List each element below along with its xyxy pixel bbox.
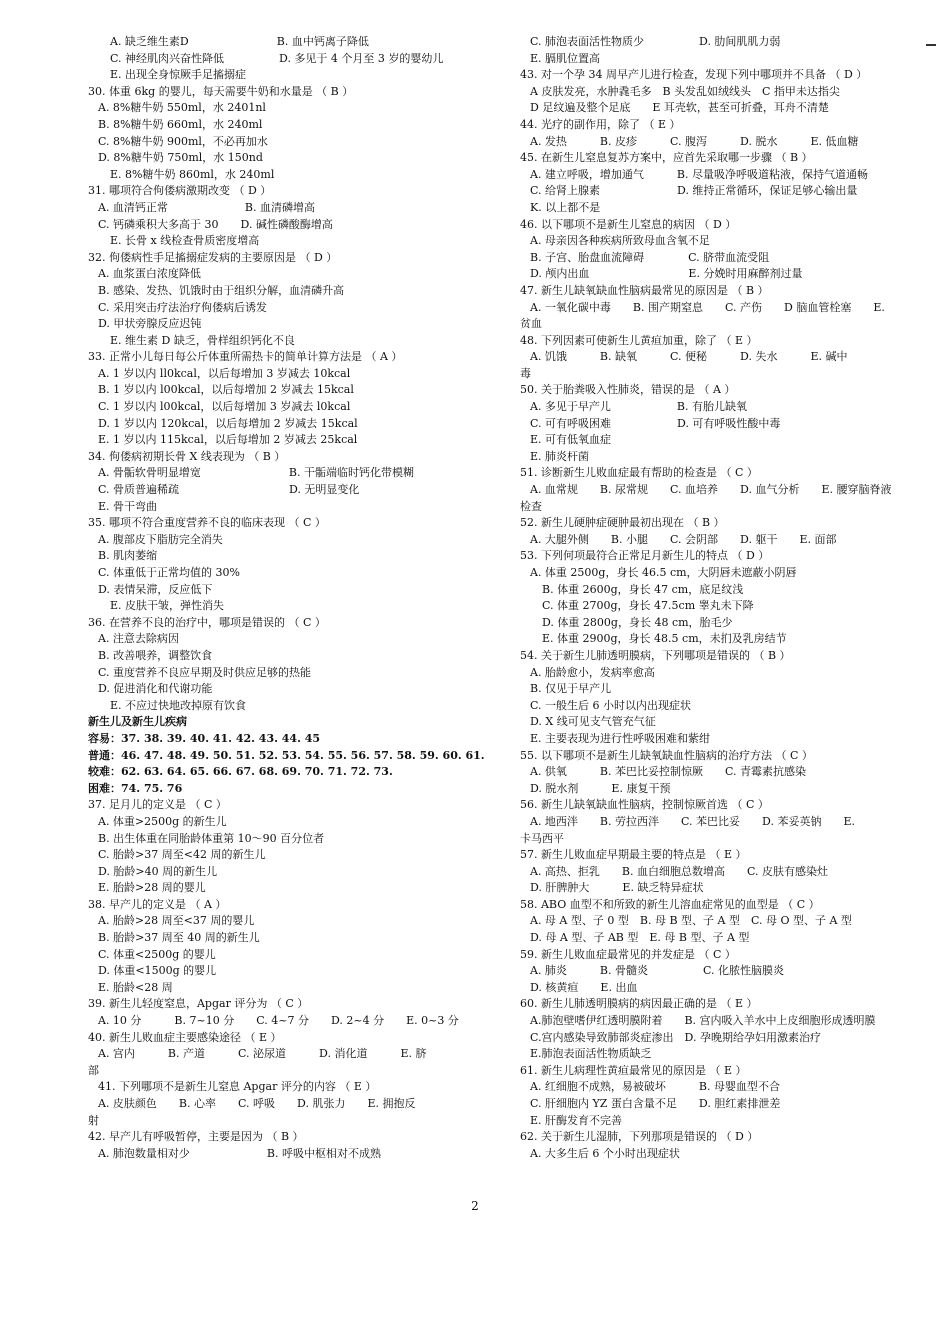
question-line: 59. 新生儿败血症最常见的并发症是 （ C ） [520,947,736,961]
option-line: A.肺泡壁嗜伊红透明膜附着 B. 宫内吸入羊水中上皮细胞形成透明膜 [530,1014,876,1028]
option-line: A. 血浆蛋白浓度降低 [98,267,201,281]
question-line: 48. 下列因素可使新生儿黄疸加重，除了 （ E ） [520,333,758,347]
option-line: A. 体重 2500g，身长 46.5 cm，大阴唇未遮蔽小阴唇 [530,566,797,579]
option-line: A. 红细胞不成熟，易被破坏 B. 母婴血型不合 [530,1080,781,1094]
option-line: A. 骨骺软骨明显增宽 B. 干骺端临时钙化带模糊 [98,466,415,480]
option-line: B. 肌肉萎缩 [98,549,158,563]
option-line: E. 1 岁以内 115kcal，以后每增加 2 岁减去 25kcal [98,433,358,447]
question-line: 射 [88,1113,99,1127]
option-line: A. 大多生后 6 个小时出现症状 [530,1146,680,1160]
question-line: 35. 哪项不符合重度营养不良的临床表现 （ C ） [88,516,326,530]
option-line: A. 发热 B. 皮疹 C. 腹泻 D. 脱水 E. 低血糖 [530,134,859,148]
option-line: D. 胎龄>40 周的新生儿 [98,864,218,878]
question-line: 卡马西平 [520,831,564,845]
question-line: 40. 新生儿败血症主要感染途径 （ E ） [88,1030,282,1044]
option-line: D 足纹遍及整个足底 E 耳壳软，甚至可折叠，耳舟不清楚 [530,101,829,115]
option-line: A. 宫内 B. 产道 C. 泌尿道 D. 消化道 E. 脐 [98,1047,427,1061]
option-line: C. 体重低于正常均值的 30% [98,566,240,579]
option-line: A. 体重>2500g 的新生儿 [98,814,227,828]
option-line: A. 肺炎 B. 骨髓炎 C. 化脓性脑膜炎 [530,964,785,978]
scan-mark [926,44,936,46]
option-line: A. 母亲因各种疾病所致母血含氧不足 [530,234,710,248]
option-line: D. 颅内出血 E. 分娩时用麻醉剂过量 [530,267,803,281]
section-heading: 较难：62. 63. 64. 65. 66. 67. 68. 69. 70. 71. 72. 73. [88,765,393,779]
option-line: E. 胎龄<28 周 [98,980,173,994]
option-line: A. 胎龄愈小，发病率愈高 [530,665,655,679]
question-line: 31. 哪项符合佝偻病激期改变 （ D ） [88,184,272,198]
question-line: 33. 正常小儿每日每公斤体重所需热卡的简单计算方法是 （ A ） [88,350,403,364]
option-line: A. 建立呼吸，增加通气 B. 尽量吸净呼吸道粘液，保持气道通畅 [530,167,869,181]
option-line: A. 缺乏维生素D B. 血中钙离子降低 [110,35,369,48]
option-line: E. 骨干弯曲 [98,499,158,513]
right-column [520,34,925,1162]
option-line: A. 10 分 B. 7~10 分 C. 4~7 分 D. 2~4 分 E. 0~3 分 [98,1014,459,1028]
option-line: A. 饥饿 B. 缺氧 C. 便秘 D. 失水 E. 碱中 [530,350,848,364]
option-line: A. 肺泡数量相对少 B. 呼吸中枢相对不成熟 [98,1146,382,1160]
option-line: A. 地西泮 B. 劳拉西泮 C. 苯巴比妥 D. 苯妥英钠 E. [530,814,855,828]
option-line: A. 供氧 B. 苯巴比妥控制惊厥 C. 青霉素抗感染 [530,765,807,779]
option-line: C. 肺泡表面活性物质少 D. 肋间肌肌力弱 [530,35,781,48]
page-number: 2 [471,1199,479,1213]
question-line: 36. 在营养不良的治疗中，哪项是错误的 （ C ） [88,615,326,629]
option-line: E. 皮肤干皱，弹性消失 [110,599,225,613]
option-line: A. 一氧化碳中毒 B. 围产期窒息 C. 产伤 D 脑血管栓塞 E. [530,300,885,314]
option-line: C. 胎龄>37 周至<42 周的新生儿 [98,848,266,862]
question-line: 51. 诊断新生儿败血症最有帮助的检查是 （ C ） [520,466,758,480]
question-line: 毒 [520,366,531,380]
option-line: C. 体重 2700g，身长 47.5cm 睾丸未下降 [542,599,754,613]
option-line: D. 8%糖牛奶 750ml，水 150nd [98,151,263,165]
option-line: D. 促进消化和代谢功能 [98,682,213,696]
question-line: 贫血 [520,317,542,331]
question-line: 61. 新生儿病理性黄疸最常见的原因是 （ E ） [520,1063,747,1077]
option-line: E. 8%糖牛奶 860ml，水 240ml [110,167,275,181]
option-line: E. 不应过快地改掉原有饮食 [110,698,247,712]
question-line: 34. 佝偻病初期长骨 X 线表现为 （ B ） [88,449,286,463]
option-line: B. 体重 2600g，身长 47 cm，底足纹浅 [542,582,744,596]
option-line: E. 膈肌位置高 [530,51,601,65]
option-line: C. 体重<2500g 的婴儿 [98,947,216,961]
option-line: A. 母 A 型、子 0 型 B. 母 B 型、子 A 型 C. 母 O 型、子 A 型 [530,914,852,928]
question-line: 55. 以下哪项不是新生儿缺氧缺血性脑病的治疗方法 （ C ） [520,748,813,762]
question-line: 43. 对一个孕 34 周早产儿进行检查，发现下列中哪项并不具备 （ D ） [520,68,868,82]
option-line: E. 长骨 x 线检查骨质密度增高 [110,234,260,248]
option-line: E. 肝酶发育不完善 [530,1113,623,1127]
option-line: D. 核黄疸 E. 出血 [530,980,638,994]
question-line: 47. 新生儿缺氧缺血性脑病最常见的原因是 （ B ） [520,283,769,297]
section-heading: 容易：37. 38. 39. 40. 41. 42. 43. 44. 45 [88,731,321,745]
option-line: B. 胎龄>37 周至 40 周的新生儿 [98,931,260,945]
option-line: D. 表情呆滞，反应低下 [98,582,213,596]
question-line: 50. 关于胎粪吸入性肺炎，错误的是 （ A ） [520,383,736,397]
option-line: D. 体重 2800g，身长 48 cm，胎毛少 [542,615,733,629]
question-line: 45. 在新生儿窒息复苏方案中，应首先采取哪一步骤 （ B ） [520,151,813,165]
option-line: D. 1 岁以内 120kcal，以后每增加 2 岁减去 15kcal [98,416,358,430]
question-line: 58. ABO 血型不和所致的新生儿溶血症常见的血型是 （ C ） [520,897,820,911]
option-line: 41. 下列哪项不是新生儿窒息 Apgar 评分的内容 （ E ） [98,1080,377,1094]
option-line: E. 维生素 D 缺乏，骨样组织钙化不良 [110,333,295,347]
option-line: A. 1 岁以内 ll0kcal，以后每增加 3 岁减去 10kcal [98,366,351,380]
section-heading: 普通：46. 47. 48. 49. 50. 51. 52. 53. 54. 55. 56. 57. 58. 59. 60. 61. [88,748,485,762]
option-line: B. 8%糖牛奶 660ml，水 240ml [98,117,263,131]
question-line: 30. 体重 6kg 的婴儿，每天需要牛奶和水量是 （ B ） [88,84,354,98]
question-line: 42. 早产儿有呼吸暂停，主要是因为 （ B ） [88,1130,304,1144]
option-line: B. 改善喂养，调整饮食 [98,648,213,662]
question-line: 38. 早产儿的定义是 （ A ） [88,897,227,911]
question-line: 检查 [520,499,542,513]
option-line: A. 皮肤颜色 B. 心率 C. 呼吸 D. 肌张力 E. 拥抱反 [98,1097,416,1110]
option-line: A. 血清钙正常 B. 血清磷增高 [98,200,316,214]
question-line: 52. 新生儿硬肿症硬肿最初出现在 （ B ） [520,516,725,530]
section-heading: 新生儿及新生儿疾病 [88,715,187,729]
option-line: D. 肝脾肿大 E. 缺乏特异症状 [530,881,704,895]
option-line: D. X 线可见支气管充气征 [530,715,656,729]
question-line: 44. 光疗的副作用，除了 （ E ） [520,117,681,131]
question-line: 部 [88,1063,99,1077]
question-line: 32. 佝偻病性手足搐搦症发病的主要原因是 （ D ） [88,250,338,264]
option-line: E. 肺炎杆菌 [530,449,590,463]
option-line: A 皮肤发亮，水肿毳毛多 B 头发乱如绒线头 C 指甲未达指尖 [530,84,840,98]
option-line: A. 多见于早产儿 B. 有胎儿缺氧 [530,400,748,414]
option-line: A. 胎龄>28 周至<37 周的婴儿 [98,914,255,928]
question-line: 57. 新生儿败血症早期最主要的特点是 （ E ） [520,848,747,862]
question-line: 46. 以下哪项不是新生儿窒息的病因 （ D ） [520,217,737,231]
option-line: C. 采用突击疗法治疗佝偻病后诱发 [98,300,268,314]
section-heading: 困难：74. 75. 76 [88,781,183,795]
question-line: 53. 下列何项最符合正常足月新生儿的特点 （ D ） [520,549,770,563]
question-line: 39. 新生儿轻度窒息，Apgar 评分为 （ C ） [88,997,309,1011]
option-line: A. 高热、拒乳 B. 血白细胞总数增高 C. 皮肤有感染灶 [530,864,829,878]
option-line: B. 1 岁以内 l00kcal，以后每增加 2 岁减去 15kcal [98,383,354,397]
option-line: C.宫内感染导致肺部炎症渗出 D. 孕晚期给孕妇用激素治疗 [530,1030,821,1044]
option-line: C. 肝细胞内 YZ 蛋白含量不足 D. 胆红素排泄差 [530,1097,781,1110]
option-line: E. 出现全身惊厥手足搐搦症 [110,68,247,82]
option-line: C. 重度营养不良应早期及时供应足够的热能 [98,665,312,679]
option-line: A. 注意去除病因 [98,632,179,646]
option-line: A. 大腿外侧 B. 小腿 C. 会阴部 D. 躯干 E. 面部 [530,532,837,546]
option-line: B. 感染、发热、饥饿时由于组织分解，血清磷升高 [98,283,345,297]
option-line: B. 子宫、胎盘血流障碍 C. 脐带血流受阻 [530,250,770,264]
option-line: D. 脱水剂 E. 康复干预 [530,781,671,795]
option-line: E. 主要表现为进行性呼吸困难和紫绀 [530,731,711,745]
option-line: B. 仅见于早产儿 [530,682,612,696]
option-line: C. 神经肌肉兴奋性降低 D. 多见于 4 个月至 3 岁的婴幼儿 [110,51,444,65]
option-line: A. 腹部皮下脂肪完全消失 [98,532,223,546]
option-line: C. 给肾上腺素 D. 维持正常循环，保证足够心输出量 [530,184,858,198]
option-line: E.肺泡表面活性物质缺乏 [530,1047,652,1061]
option-line: A. 血常规 B. 尿常规 C. 血培养 D. 血气分析 E. 腰穿脑脊液 [530,483,892,497]
option-line: D. 甲状旁腺反应迟钝 [98,317,202,331]
left-column [88,34,498,1162]
question-line: 54. 关于新生儿肺透明膜病，下列哪项是错误的 （ B ） [520,648,791,662]
option-line: C. 可有呼吸困难 D. 可有呼吸性酸中毒 [530,416,781,430]
option-line: C. 一般生后 6 小时以内出现症状 [530,698,692,712]
option-line: E. 体重 2900g，身长 48.5 cm，未扪及乳房结节 [542,632,787,646]
question-line: 62. 关于新生儿湿肺，下列那项是错误的 （ D ） [520,1130,759,1144]
option-line: A. 8%糖牛奶 550ml，水 2401nl [98,101,266,115]
option-line: K. 以上都不是 [530,200,601,214]
question-line: 56. 新生儿缺氧缺血性脑病，控制惊厥首选 （ C ） [520,798,769,812]
question-line: 60. 新生儿肺透明膜病的病因最正确的是 （ E ） [520,997,758,1011]
option-line: D. 母 A 型、子 AB 型 E. 母 B 型、子 A 型 [530,931,750,945]
option-line: C. 骨质普遍稀疏 D. 无明显变化 [98,483,360,497]
question-line: 37. 足月儿的定义是 （ C ） [88,798,227,812]
option-line: B. 出生体重在同胎龄体重第 10～90 百分位者 [98,831,325,845]
option-line: E. 可有低氧血症 [530,433,612,447]
option-line: D. 体重<1500g 的婴儿 [98,964,217,978]
option-line: C. 钙磷乘积大多高于 30 D. 碱性磷酸酶增高 [98,217,333,231]
option-line: E. 胎龄>28 周的婴儿 [98,881,206,895]
option-line: C. 8%糖牛奶 900ml，不必再加水 [98,134,268,148]
option-line: C. 1 岁以内 l00kcal，以后每增加 3 岁减去 l0kcal [98,400,351,414]
